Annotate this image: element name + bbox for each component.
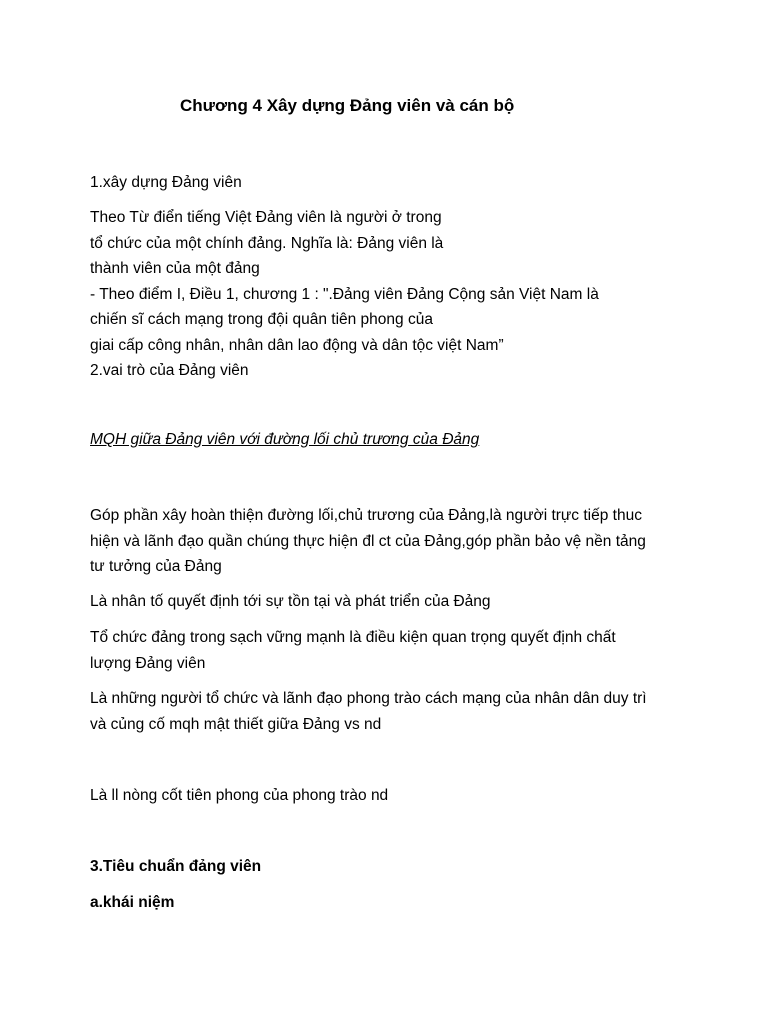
section-2-heading: 2.vai trò của Đảng viên: [90, 362, 249, 379]
body-line: tổ chức của một chính đảng. Nghĩa là: Đảng viên là: [90, 234, 444, 252]
section-3a-heading: a.khái niệm: [90, 894, 175, 911]
section-3-heading: 3.Tiêu chuẩn đảng viên: [90, 858, 262, 875]
body-line: lượng Đảng viên: [90, 654, 206, 672]
paragraph-decisive-factor: Là nhân tố quyết định tới sự tồn tại và phát triển của Đảng: [90, 593, 491, 610]
body-line: Là những người tổ chức và lãnh đạo phong trào cách mạng của nhân dân duy trì: [90, 690, 647, 707]
paragraph-contribute: [90, 503, 646, 580]
chapter-title: Chương 4 Xây dựng Đảng viên và cán bộ: [180, 96, 515, 115]
body-line: thành viên của một đảng: [90, 260, 260, 277]
section-1-body: [90, 205, 599, 384]
body-line: Theo Từ điển tiếng Việt Đảng viên là người ở trong: [90, 209, 442, 226]
body-line: - Theo điểm I, Điều 1, chương 1 : ".Đảng viên Đảng Cộng sản Việt Nam là: [90, 285, 599, 303]
paragraph-core-force: Là ll nòng cốt tiên phong của phong trào nd: [90, 787, 389, 804]
body-line: hiện và lãnh đạo quần chúng thực hiện đl ct của Đảng,góp phần bảo vệ nền tảng: [90, 532, 646, 550]
body-line: Tổ chức đảng trong sạch vững mạnh là điều kiện quan trọng quyết định chất: [90, 629, 616, 646]
body-line: Góp phần xây hoàn thiện đường lối,chủ trương của Đảng,là người trực tiếp thuc: [90, 507, 642, 524]
paragraph-party-organization: [90, 625, 616, 676]
section-1-heading: 1.xây dựng Đảng viên: [90, 174, 242, 191]
body-line: và củng cố mqh mật thiết giữa Đảng vs nd: [90, 715, 382, 733]
body-line: giai cấp công nhân, nhân dân lao động và dân tộc việt Nam”: [90, 336, 504, 354]
body-line: tư tưởng của Đảng: [90, 558, 222, 575]
paragraph-leaders: [90, 686, 647, 737]
body-line: chiến sĩ cách mạng trong đội quân tiên phong của: [90, 311, 433, 328]
mqh-subheading: MQH giữa Đảng viên với đường lối chủ trương của Đảng: [90, 431, 480, 448]
